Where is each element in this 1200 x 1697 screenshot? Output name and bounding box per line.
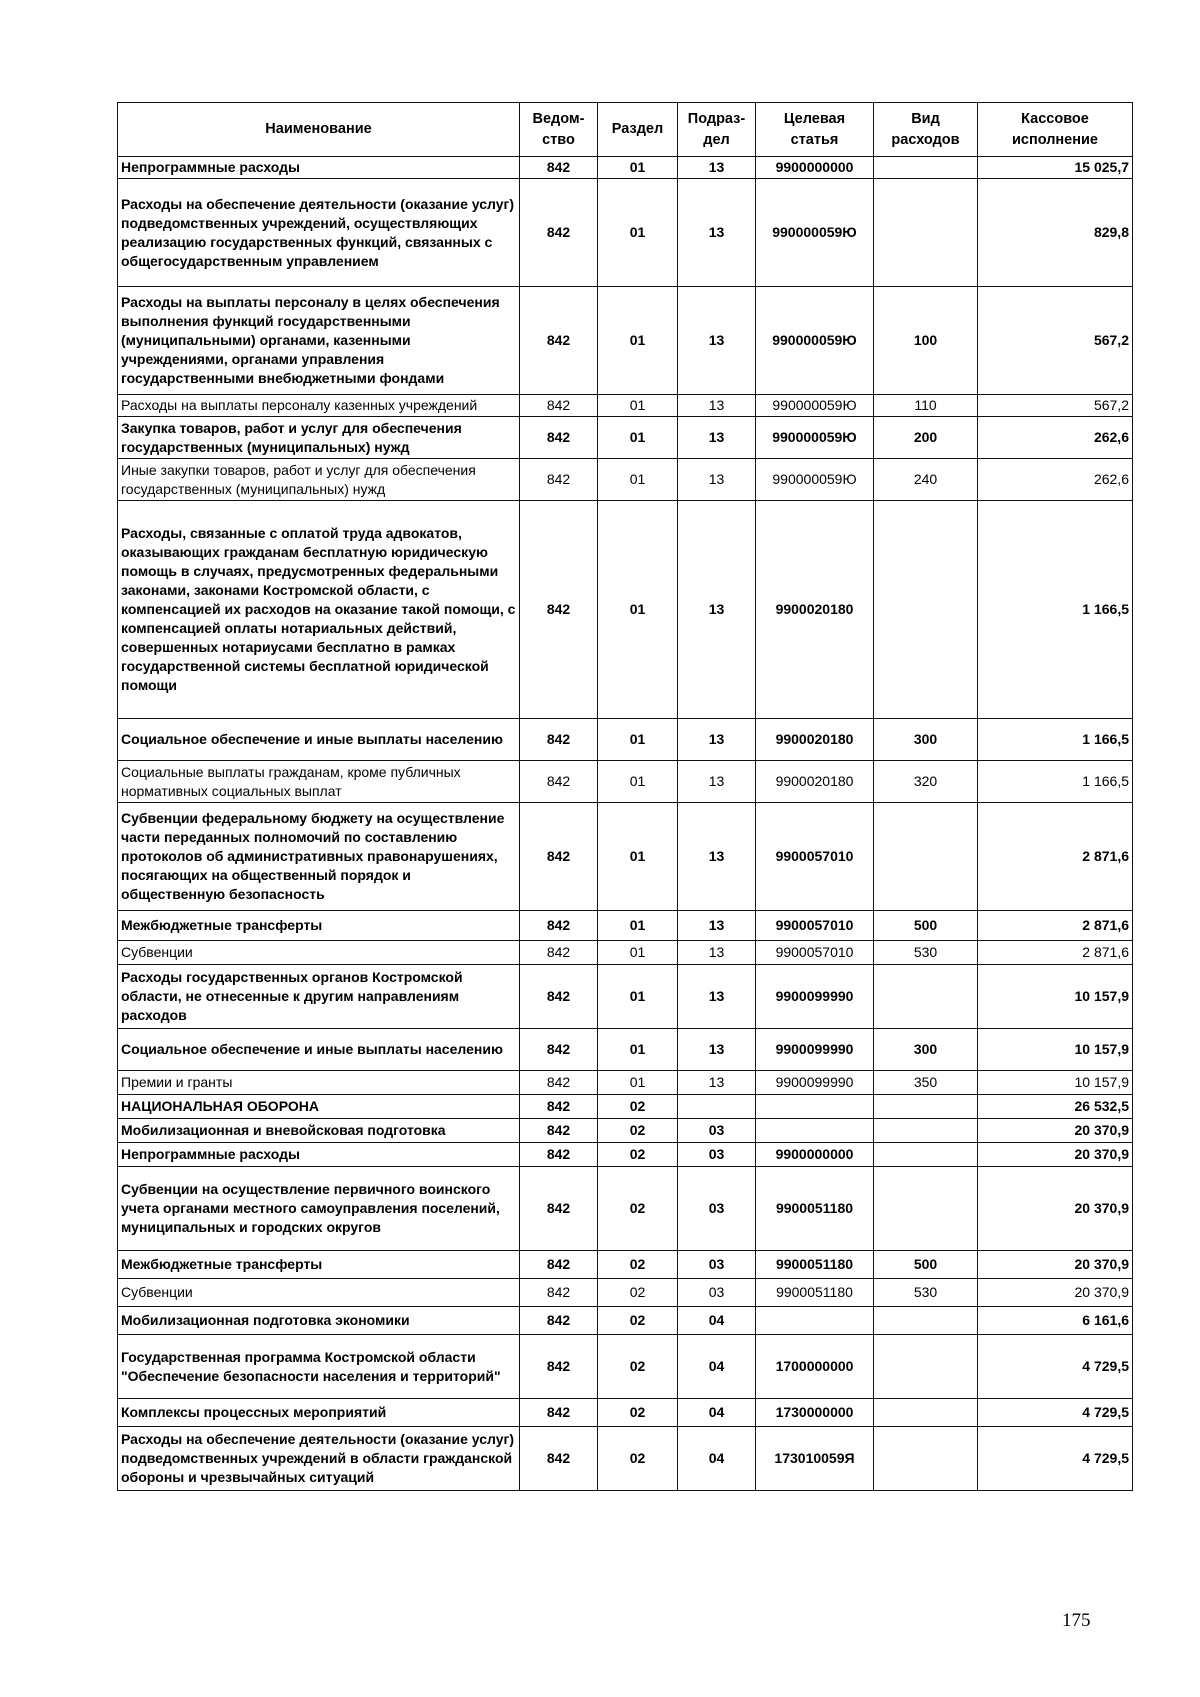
cell-amount: 1 166,5 [978,761,1133,803]
cell-dept: 842 [520,965,598,1029]
header-amount: Кассовое исполнение [978,103,1133,157]
cell-subsection: 04 [678,1307,756,1335]
cell-article: 9900020180 [756,719,874,761]
cell-article: 9900057010 [756,941,874,965]
cell-dept: 842 [520,417,598,459]
cell-dept: 842 [520,1167,598,1251]
cell-name: Расходы на обеспечение деятельности (оказание услуг) подведомственных учреждений, осуществляющих реализацию государственных функций, связанных с общегосударственным управлением [118,179,520,287]
cell-article: 9900020180 [756,501,874,719]
table-row [118,1167,1133,1251]
cell-section: 02 [598,1307,678,1335]
cell-dept: 842 [520,761,598,803]
cell-section: 02 [598,1251,678,1279]
cell-subsection: 03 [678,1251,756,1279]
header-article: Целевая статья [756,103,874,157]
cell-article: 9900057010 [756,911,874,941]
cell-article: 9900000000 [756,157,874,179]
cell-section: 02 [598,1335,678,1399]
cell-expense-type [874,1143,978,1167]
cell-subsection: 13 [678,719,756,761]
cell-subsection: 13 [678,1029,756,1071]
cell-section: 02 [598,1399,678,1427]
cell-dept: 842 [520,911,598,941]
cell-name: Расходы на обеспечение деятельности (оказание услуг) подведомственных учреждений в области гражданской обороны и чрезвычайных ситуаций [118,1427,520,1491]
cell-subsection: 13 [678,179,756,287]
cell-expense-type: 300 [874,1029,978,1071]
cell-amount: 10 157,9 [978,1071,1133,1095]
cell-amount: 262,6 [978,459,1133,501]
cell-article: 1730000000 [756,1399,874,1427]
cell-name: Субвенции [118,941,520,965]
table-row [118,1279,1133,1307]
cell-article: 9900099990 [756,965,874,1029]
cell-expense-type [874,179,978,287]
cell-expense-type: 500 [874,1251,978,1279]
cell-article [756,1119,874,1143]
cell-section: 02 [598,1143,678,1167]
cell-expense-type: 200 [874,417,978,459]
cell-expense-type [874,1335,978,1399]
cell-amount: 829,8 [978,179,1133,287]
cell-amount: 20 370,9 [978,1251,1133,1279]
cell-name: Расходы на выплаты персоналу казенных учреждений [118,395,520,417]
cell-subsection: 04 [678,1335,756,1399]
cell-expense-type: 240 [874,459,978,501]
cell-expense-type [874,1399,978,1427]
cell-dept: 842 [520,1143,598,1167]
table-row [118,1095,1133,1119]
cell-article: 173010059Я [756,1427,874,1491]
cell-expense-type [874,1095,978,1119]
cell-section: 02 [598,1095,678,1119]
cell-expense-type [874,157,978,179]
cell-article: 990000059Ю [756,459,874,501]
cell-amount: 4 729,5 [978,1427,1133,1491]
cell-article: 9900051180 [756,1167,874,1251]
table-row [118,395,1133,417]
cell-amount: 20 370,9 [978,1119,1133,1143]
cell-name: Мобилизационная и вневойсковая подготовка [118,1119,520,1143]
cell-amount: 10 157,9 [978,1029,1133,1071]
table-row [118,1119,1133,1143]
cell-article: 9900020180 [756,761,874,803]
cell-dept: 842 [520,395,598,417]
cell-subsection: 13 [678,395,756,417]
table-row [118,965,1133,1029]
cell-section: 02 [598,1119,678,1143]
cell-article: 990000059Ю [756,179,874,287]
cell-name: Расходы государственных органов Костромской области, не отнесенные к другим направлениям расходов [118,965,520,1029]
cell-dept: 842 [520,1029,598,1071]
header-subsection: Подраз-дел [678,103,756,157]
table-row [118,1399,1133,1427]
cell-dept: 842 [520,1095,598,1119]
table-header-row [118,103,1133,157]
cell-article: 990000059Ю [756,417,874,459]
cell-amount: 4 729,5 [978,1335,1133,1399]
cell-amount: 567,2 [978,287,1133,395]
cell-article [756,1307,874,1335]
cell-name: Иные закупки товаров, работ и услуг для обеспечения государственных (муниципальных) нужд [118,459,520,501]
cell-article: 990000059Ю [756,287,874,395]
cell-dept: 842 [520,803,598,911]
cell-section: 01 [598,459,678,501]
table-row [118,1143,1133,1167]
table-row [118,911,1133,941]
cell-section: 01 [598,395,678,417]
cell-dept: 842 [520,501,598,719]
cell-section: 01 [598,1029,678,1071]
cell-amount: 20 370,9 [978,1143,1133,1167]
table-row [118,1307,1133,1335]
cell-dept: 842 [520,1335,598,1399]
table-row [118,803,1133,911]
cell-subsection: 03 [678,1119,756,1143]
table-row [118,1427,1133,1491]
cell-subsection: 13 [678,417,756,459]
cell-subsection [678,1095,756,1119]
cell-expense-type [874,1307,978,1335]
cell-name: Расходы на выплаты персоналу в целях обеспечения выполнения функций государственными (муниципальными) органами, казенными учреждениями, органами управления государственными внебюджетными фондами [118,287,520,395]
cell-article: 9900099990 [756,1071,874,1095]
cell-section: 01 [598,1071,678,1095]
cell-amount: 20 370,9 [978,1167,1133,1251]
cell-section: 01 [598,761,678,803]
cell-name: Межбюджетные трансферты [118,1251,520,1279]
cell-amount: 2 871,6 [978,941,1133,965]
cell-dept: 842 [520,1119,598,1143]
cell-expense-type [874,1167,978,1251]
cell-dept: 842 [520,1427,598,1491]
cell-amount: 26 532,5 [978,1095,1133,1119]
cell-amount: 10 157,9 [978,965,1133,1029]
cell-subsection: 04 [678,1427,756,1491]
table-row [118,1071,1133,1095]
cell-amount: 6 161,6 [978,1307,1133,1335]
cell-name: Непрограммные расходы [118,1143,520,1167]
cell-dept: 842 [520,1279,598,1307]
cell-section: 01 [598,417,678,459]
cell-section: 01 [598,179,678,287]
budget-execution-table [117,102,1133,1491]
cell-subsection: 13 [678,965,756,1029]
table-row [118,417,1133,459]
cell-name: Межбюджетные трансферты [118,911,520,941]
cell-amount: 1 166,5 [978,501,1133,719]
cell-name: Социальное обеспечение и иные выплаты населению [118,1029,520,1071]
cell-article: 9900051180 [756,1251,874,1279]
cell-expense-type [874,803,978,911]
cell-name: Комплексы процессных мероприятий [118,1399,520,1427]
table-row [118,157,1133,179]
cell-name: Расходы, связанные с оплатой труда адвокатов, оказывающих гражданам бесплатную юридическую помощь в случаях, предусмотренных федеральными законами, законами Костромской области, с компенсацией их расходов на оказание такой помощи, с компенсацией оплаты нотариальных действий, совершенных нотариусами бесплатно в рамках государственной системы бесплатной юридической помощи [118,501,520,719]
cell-expense-type: 110 [874,395,978,417]
cell-article: 990000059Ю [756,395,874,417]
cell-subsection: 03 [678,1279,756,1307]
page-number: 175 [1062,1610,1091,1631]
header-dept: Ведом-ство [520,103,598,157]
cell-expense-type: 530 [874,941,978,965]
table-row [118,941,1133,965]
cell-subsection: 13 [678,803,756,911]
cell-section: 01 [598,157,678,179]
cell-name: Непрограммные расходы [118,157,520,179]
cell-dept: 842 [520,459,598,501]
cell-subsection: 13 [678,941,756,965]
table-row [118,179,1133,287]
cell-expense-type [874,965,978,1029]
cell-expense-type [874,501,978,719]
cell-dept: 842 [520,719,598,761]
cell-dept: 842 [520,1251,598,1279]
cell-expense-type: 500 [874,911,978,941]
table-row [118,459,1133,501]
cell-article: 9900000000 [756,1143,874,1167]
table-row [118,761,1133,803]
table-row [118,1029,1133,1071]
cell-amount: 262,6 [978,417,1133,459]
cell-subsection: 13 [678,761,756,803]
cell-name: Закупка товаров, работ и услуг для обеспечения государственных (муниципальных) нужд [118,417,520,459]
header-expense-type: Вид расходов [874,103,978,157]
cell-amount: 2 871,6 [978,911,1133,941]
cell-expense-type: 300 [874,719,978,761]
cell-name: Премии и гранты [118,1071,520,1095]
table-row [118,287,1133,395]
table-row [118,719,1133,761]
cell-name: Субвенции федеральному бюджету на осуществление части переданных полномочий по составлению протоколов об административных правонарушениях, посягающих на общественный порядок и общественную безопасность [118,803,520,911]
cell-amount: 2 871,6 [978,803,1133,911]
table-row [118,1335,1133,1399]
cell-name: Социальные выплаты гражданам, кроме публичных нормативных социальных выплат [118,761,520,803]
cell-subsection: 13 [678,459,756,501]
cell-subsection: 13 [678,1071,756,1095]
cell-expense-type [874,1119,978,1143]
cell-subsection: 04 [678,1399,756,1427]
cell-article [756,1095,874,1119]
cell-dept: 842 [520,179,598,287]
header-name: Наименование [118,103,520,157]
cell-subsection: 13 [678,287,756,395]
table-row [118,1251,1133,1279]
cell-name: Субвенции [118,1279,520,1307]
cell-article: 9900099990 [756,1029,874,1071]
cell-subsection: 13 [678,501,756,719]
cell-article: 9900051180 [756,1279,874,1307]
cell-amount: 4 729,5 [978,1399,1133,1427]
cell-subsection: 03 [678,1143,756,1167]
cell-name: Государственная программа Костромской области "Обеспечение безопасности населения и территорий" [118,1335,520,1399]
cell-name: Социальное обеспечение и иные выплаты населению [118,719,520,761]
cell-amount: 15 025,7 [978,157,1133,179]
header-section: Раздел [598,103,678,157]
cell-expense-type [874,1427,978,1491]
cell-dept: 842 [520,1399,598,1427]
cell-section: 01 [598,911,678,941]
cell-expense-type: 350 [874,1071,978,1095]
cell-section: 01 [598,965,678,1029]
cell-expense-type: 100 [874,287,978,395]
cell-article: 1700000000 [756,1335,874,1399]
cell-section: 01 [598,803,678,911]
cell-section: 01 [598,941,678,965]
cell-amount: 1 166,5 [978,719,1133,761]
cell-dept: 842 [520,157,598,179]
cell-name: НАЦИОНАЛЬНАЯ ОБОРОНА [118,1095,520,1119]
cell-subsection: 03 [678,1167,756,1251]
table-body [118,157,1133,1491]
cell-subsection: 13 [678,157,756,179]
cell-section: 01 [598,719,678,761]
cell-dept: 842 [520,1071,598,1095]
cell-name: Мобилизационная подготовка экономики [118,1307,520,1335]
cell-section: 02 [598,1167,678,1251]
cell-dept: 842 [520,941,598,965]
cell-section: 01 [598,501,678,719]
cell-expense-type: 530 [874,1279,978,1307]
cell-expense-type: 320 [874,761,978,803]
cell-dept: 842 [520,287,598,395]
table-row [118,501,1133,719]
cell-dept: 842 [520,1307,598,1335]
cell-amount: 567,2 [978,395,1133,417]
cell-section: 01 [598,287,678,395]
cell-amount: 20 370,9 [978,1279,1133,1307]
cell-name: Субвенции на осуществление первичного воинского учета органами местного самоуправления поселений, муниципальных и городских округов [118,1167,520,1251]
cell-subsection: 13 [678,911,756,941]
cell-section: 02 [598,1427,678,1491]
cell-section: 02 [598,1279,678,1307]
cell-article: 9900057010 [756,803,874,911]
